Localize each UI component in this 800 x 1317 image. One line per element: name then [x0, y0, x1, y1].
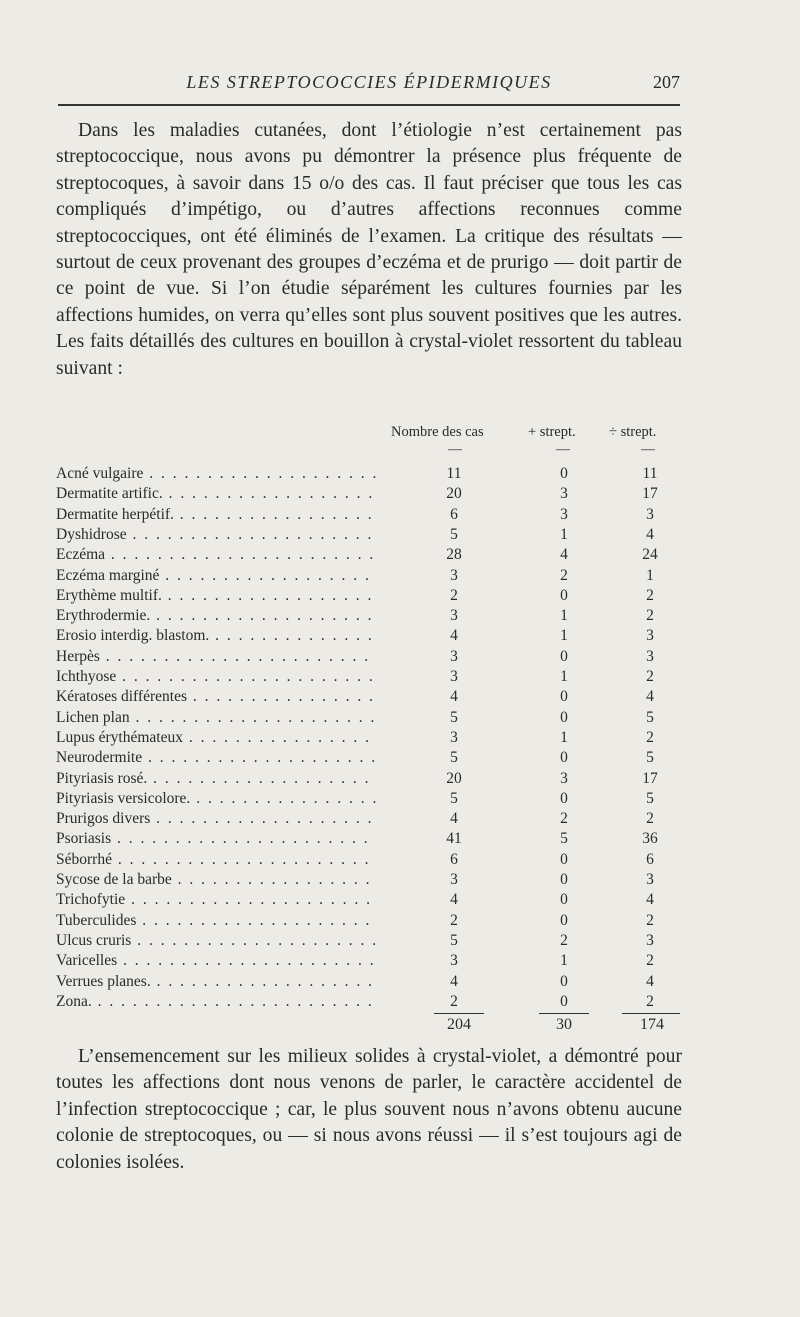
affection-name: Varicelles . . .	[56, 951, 376, 971]
positive-count: 0	[534, 870, 594, 890]
case-count: 6	[424, 850, 484, 870]
affection-name: Lichen plan . . .	[56, 708, 376, 728]
positive-count: 0	[534, 748, 594, 768]
affection-name: Erosio interdig. blastom. . . .	[56, 626, 376, 646]
negative-count: 3	[620, 505, 680, 525]
positive-count: 0	[534, 708, 594, 728]
case-count: 4	[424, 890, 484, 910]
affection-name: Lupus érythémateux . . .	[56, 728, 376, 748]
table-row	[56, 566, 686, 586]
case-count: 2	[424, 992, 484, 1012]
table-row	[56, 951, 686, 971]
case-count: 3	[424, 667, 484, 687]
total-positive: 30	[556, 1016, 572, 1034]
table-header	[56, 424, 686, 464]
case-count: 4	[424, 809, 484, 829]
negative-count: 36	[620, 829, 680, 849]
case-count: 20	[424, 484, 484, 504]
affection-name: Psoriasis . . .	[56, 829, 376, 849]
case-count: 3	[424, 647, 484, 667]
negative-count: 1	[620, 566, 680, 586]
positive-count: 0	[534, 789, 594, 809]
affection-name: Kératoses différentes . . .	[56, 687, 376, 707]
table-row	[56, 992, 686, 1012]
affection-name: Eczéma . . .	[56, 545, 376, 565]
negative-count: 24	[620, 545, 680, 565]
affection-name: Tuberculides . . .	[56, 911, 376, 931]
positive-count: 0	[534, 890, 594, 910]
table-row	[56, 850, 686, 870]
positive-count: 3	[534, 484, 594, 504]
positive-count: 1	[534, 667, 594, 687]
negative-count: 2	[620, 992, 680, 1012]
running-header	[58, 72, 680, 98]
table-row	[56, 606, 686, 626]
table-row	[56, 464, 686, 484]
affection-name: Ichthyose . . .	[56, 667, 376, 687]
affection-name: Trichofytie . . .	[56, 890, 376, 910]
case-count: 2	[424, 911, 484, 931]
case-count: 20	[424, 769, 484, 789]
table-row	[56, 748, 686, 768]
affection-name: Dyshidrose . . .	[56, 525, 376, 545]
case-count: 11	[424, 464, 484, 484]
positive-count: 0	[534, 586, 594, 606]
affection-name: Herpès . . .	[56, 647, 376, 667]
positive-count: 1	[534, 728, 594, 748]
negative-count: 3	[620, 626, 680, 646]
affection-name: Prurigos divers . . .	[56, 809, 376, 829]
affection-name: Séborrhé . . .	[56, 850, 376, 870]
affection-name: Sycose de la barbe . . .	[56, 870, 376, 890]
column-header-positive: + strept.	[528, 424, 576, 440]
table-row	[56, 525, 686, 545]
affection-name: Zona. . . .	[56, 992, 376, 1012]
negative-count: 3	[620, 931, 680, 951]
table-row	[56, 870, 686, 890]
table-row	[56, 586, 686, 606]
case-count: 28	[424, 545, 484, 565]
negative-count: 3	[620, 870, 680, 890]
positive-count: 0	[534, 464, 594, 484]
case-count: 4	[424, 687, 484, 707]
case-count: 5	[424, 748, 484, 768]
positive-count: 3	[534, 769, 594, 789]
table-row	[56, 890, 686, 910]
positive-count: 1	[534, 951, 594, 971]
positive-count: 2	[534, 566, 594, 586]
column-dash-negative: —	[641, 442, 655, 457]
affection-name: Erythème multif. . . .	[56, 586, 376, 606]
case-count: 3	[424, 951, 484, 971]
negative-count: 2	[620, 951, 680, 971]
table-row	[56, 972, 686, 992]
case-count: 5	[424, 931, 484, 951]
total-rule	[539, 1013, 589, 1014]
table-row	[56, 789, 686, 809]
negative-count: 17	[620, 484, 680, 504]
case-count: 4	[424, 972, 484, 992]
column-header-cases: Nombre des cas	[391, 424, 484, 440]
case-count: 41	[424, 829, 484, 849]
affection-name: Acné vulgaire . . .	[56, 464, 376, 484]
case-count: 3	[424, 870, 484, 890]
positive-count: 2	[534, 931, 594, 951]
negative-count: 2	[620, 667, 680, 687]
intro-paragraph: Dans les maladies cutanées, dont l’étiologie n’est certainement pas streptococcique, nous avons pu démontrer la présence plus fréquente de streptocoques, à savoir dans 15 o/o des cas. Il faut préciser que tous les cas compliqués d’impétigo, ou d’autres affections reconnues comme streptococciques, ont été éliminés de l’examen. La critique des résultats — surtout de ceux provenant des groupes d’eczéma et de prurigo — doit partir de ce point de vue. Si l’on étudie séparément les cultures fournies par les affections humides, on verra qu’elles sont plus souvent positives que les autres. Les faits détaillés des cultures en bouillon à crystal-violet ressortent du tableau suivant :	[56, 120, 682, 379]
case-count: 4	[424, 626, 484, 646]
table-row	[56, 708, 686, 728]
affection-name: Eczéma marginé . . .	[56, 566, 376, 586]
totals-row	[56, 1016, 686, 1038]
positive-count: 0	[534, 647, 594, 667]
negative-count: 11	[620, 464, 680, 484]
case-count: 5	[424, 789, 484, 809]
negative-count: 2	[620, 728, 680, 748]
table-row	[56, 545, 686, 565]
affection-name: Pityriasis versicolore. . . .	[56, 789, 376, 809]
column-dash-positive: —	[556, 442, 570, 457]
case-count: 6	[424, 505, 484, 525]
table-row	[56, 647, 686, 667]
negative-count: 4	[620, 972, 680, 992]
affection-name: Verrues planes. . . .	[56, 972, 376, 992]
negative-count: 4	[620, 687, 680, 707]
case-count: 3	[424, 566, 484, 586]
case-count: 5	[424, 525, 484, 545]
negative-count: 17	[620, 769, 680, 789]
table-row	[56, 829, 686, 849]
negative-count: 5	[620, 708, 680, 728]
total-rule	[434, 1013, 484, 1014]
conclusion-paragraph: L’ensemencement sur les milieux solides à crystal-violet, a démontré pour toutes les affections dont nous venons de parler, le caractère accidentel de l’infection streptococcique ; car, le plus souvent nous n’avons obtenu aucune colonie de streptocoques, ou — si nous avons réussi — il s’est toujours agi de colonies isolées.	[56, 1046, 682, 1173]
affection-name: Neurodermite . . .	[56, 748, 376, 768]
case-count: 5	[424, 708, 484, 728]
positive-count: 5	[534, 829, 594, 849]
positive-count: 0	[534, 992, 594, 1012]
negative-count: 2	[620, 606, 680, 626]
positive-count: 0	[534, 972, 594, 992]
affection-name: Dermatite artific. . . .	[56, 484, 376, 504]
table-row	[56, 769, 686, 789]
table-row	[56, 667, 686, 687]
affection-name: Ulcus cruris . . .	[56, 931, 376, 951]
positive-count: 0	[534, 911, 594, 931]
negative-count: 4	[620, 525, 680, 545]
column-dash-cases: —	[448, 442, 462, 457]
negative-count: 5	[620, 748, 680, 768]
positive-count: 1	[534, 626, 594, 646]
table-row	[56, 728, 686, 748]
positive-count: 1	[534, 606, 594, 626]
running-title: LES STREPTOCOCCIES ÉPIDERMIQUES	[186, 72, 552, 92]
table-row	[56, 505, 686, 525]
positive-count: 3	[534, 505, 594, 525]
negative-count: 5	[620, 789, 680, 809]
total-cases: 204	[447, 1016, 471, 1034]
case-count: 3	[424, 728, 484, 748]
affection-name: Dermatite herpétif. . . .	[56, 505, 376, 525]
positive-count: 0	[534, 850, 594, 870]
positive-count: 2	[534, 809, 594, 829]
negative-count: 2	[620, 586, 680, 606]
table-row	[56, 626, 686, 646]
header-rule	[58, 104, 680, 106]
total-rule	[622, 1013, 680, 1014]
positive-count: 0	[534, 687, 594, 707]
negative-count: 6	[620, 850, 680, 870]
positive-count: 1	[534, 525, 594, 545]
positive-count: 4	[534, 545, 594, 565]
negative-count: 2	[620, 809, 680, 829]
column-header-negative: ÷ strept.	[609, 424, 657, 440]
affection-name: Erythrodermie. . . .	[56, 606, 376, 626]
negative-count: 2	[620, 911, 680, 931]
table-row	[56, 687, 686, 707]
case-count: 3	[424, 606, 484, 626]
table-row	[56, 931, 686, 951]
negative-count: 4	[620, 890, 680, 910]
table-row	[56, 809, 686, 829]
table-row	[56, 484, 686, 504]
case-count: 2	[424, 586, 484, 606]
negative-count: 3	[620, 647, 680, 667]
total-negative: 174	[640, 1016, 664, 1034]
affection-name: Pityriasis rosé. . . .	[56, 769, 376, 789]
page-number: 207	[653, 72, 680, 92]
table-row	[56, 911, 686, 931]
